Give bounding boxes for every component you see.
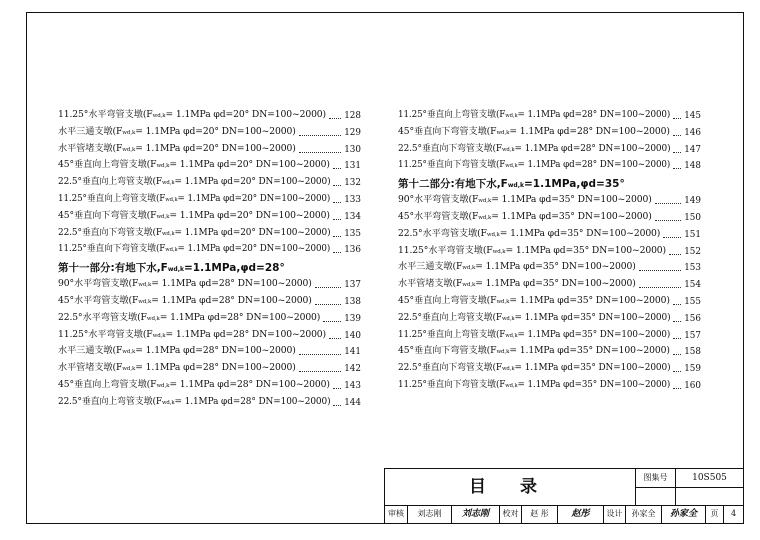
toc-leader-dots xyxy=(315,287,341,288)
toc-leader-dots xyxy=(673,304,681,305)
toc-page-number: 143 xyxy=(344,381,361,391)
toc-entry[interactable] xyxy=(398,125,701,139)
toc-entry-subscript: wd,k xyxy=(152,332,166,339)
section-heading-params: =1.1MPa,φd=35° xyxy=(523,178,625,191)
section-heading-subscript: wd,k xyxy=(507,182,524,190)
toc-entry-subscript: wd,k xyxy=(501,146,515,153)
toc-entry-subscript: wd,k xyxy=(505,113,518,119)
toc-leader-dots xyxy=(655,203,681,204)
toc-page-number: 130 xyxy=(344,144,361,155)
toc-entry-subscript: wd,k xyxy=(478,198,492,205)
toc-entry-title xyxy=(58,379,330,392)
atlas-number-cell xyxy=(675,469,743,505)
toc-entry[interactable] xyxy=(58,361,361,375)
toc-leader-dots xyxy=(673,168,681,169)
toc-entry-params: = 1.1MPa φd=28° DN=100~2000) xyxy=(509,125,670,137)
toc-entry[interactable] xyxy=(398,193,701,207)
toc-entry-params: = 1.1MPa φd=35° DN=100~2000) xyxy=(499,227,661,239)
toc-entry-params: = 1.1MPa φd=35° DN=100~2000) xyxy=(475,261,636,273)
toc-page-number: 158 xyxy=(684,347,701,358)
toc-entry[interactable] xyxy=(58,328,361,342)
toc-entry-name: 45°垂直向下弯管支墩(F xyxy=(58,209,157,221)
toc-page-number: 159 xyxy=(684,364,701,375)
toc-entry[interactable] xyxy=(398,344,701,358)
section-heading-subscript: wd,k xyxy=(167,266,184,274)
toc-entry-params: = 1.1MPa φd=20° DN=100~2000) xyxy=(174,176,331,188)
toc-entry[interactable] xyxy=(58,311,361,325)
toc-entry[interactable] xyxy=(398,108,701,122)
atlas-label: 图集号 xyxy=(636,469,675,488)
toc-page-number: 129 xyxy=(344,127,361,138)
toc-leader-dots xyxy=(333,202,341,203)
atlas-label-cell xyxy=(635,469,675,505)
toc-entry-name: 11.25°垂直向下弯管支墩(F xyxy=(398,159,506,171)
section-heading-text: 第十一部分:有地下水,F xyxy=(58,262,168,275)
toc-entry-title xyxy=(398,345,670,358)
toc-entry-params: = 1.1MPa φd=20° DN=100~2000) xyxy=(177,243,331,255)
toc-leader-dots xyxy=(333,252,341,253)
toc-page-number: 155 xyxy=(684,297,701,307)
page-label: 页 xyxy=(705,505,723,523)
toc-entry-title xyxy=(398,228,660,241)
toc-entry-title xyxy=(398,379,670,392)
signature-row xyxy=(385,505,743,523)
toc-entry-params: = 1.1MPa φd=35° DN=100~2000) xyxy=(505,244,667,256)
toc-leader-dots xyxy=(673,135,681,136)
toc-entry-subscript: wd,k xyxy=(478,215,492,221)
toc-entry-name: 22.5°垂直向上弯管支墩(F xyxy=(58,395,162,407)
toc-entry-name: 水平管堵支墩(F xyxy=(58,142,123,154)
toc-page-number: 139 xyxy=(344,313,361,324)
toc-entry-title xyxy=(398,194,652,207)
toc-entry-subscript: wd,k xyxy=(146,315,160,322)
toc-entry-name: 11.25°垂直向下弯管支墩(F xyxy=(58,243,166,255)
design-label: 设计 xyxy=(603,505,625,523)
toc-entry-params: = 1.1MPa φd=28° DN=100~2000) xyxy=(165,328,327,340)
toc-entry-name: 45°垂直向下弯管支墩(F xyxy=(398,125,497,137)
toc-leader-dots xyxy=(333,185,341,186)
section-heading xyxy=(398,176,625,192)
toc-entry-name: 45°垂直向上弯管支墩(F xyxy=(58,379,157,390)
toc-entry[interactable] xyxy=(58,175,361,189)
toc-entry-name: 水平三通支墩(F xyxy=(398,261,463,273)
toc-page-number: 142 xyxy=(344,364,361,375)
toc-entry-name: 22.5°垂直向下弯管支墩(F xyxy=(398,362,502,374)
toc-entry-params: = 1.1MPa φd=28° DN=100~2000) xyxy=(151,278,312,290)
toc-entry-subscript: wd,k xyxy=(138,299,152,305)
section-heading-text: 第十二部分:有地下水,F xyxy=(398,178,508,191)
page-number: 4 xyxy=(723,505,743,523)
toc-entry-params: = 1.1MPa φd=28° DN=100~2000) xyxy=(151,295,312,306)
toc-entry-name: 45°水平弯管支墩(F xyxy=(398,211,479,222)
toc-entry-title xyxy=(58,396,330,409)
toc-page-number: 128 xyxy=(344,111,361,121)
toc-entry[interactable] xyxy=(58,192,361,206)
toc-page-number: 141 xyxy=(344,347,361,358)
toc-page-number: 149 xyxy=(684,196,701,207)
toc-entry-name: 水平三通支墩(F xyxy=(58,125,123,137)
toc-entry-params: = 1.1MPa φd=28° DN=100~2000) xyxy=(174,395,331,407)
toc-entry-subscript: wd,k xyxy=(156,213,170,220)
toc-entry-name: 22.5°垂直向上弯管支墩(F xyxy=(58,176,162,188)
toc-leader-dots xyxy=(663,237,681,238)
toc-page-number: 137 xyxy=(344,280,361,291)
toc-entry-title xyxy=(398,295,670,308)
toc-entry[interactable] xyxy=(398,328,701,342)
toc-entry[interactable] xyxy=(398,210,701,224)
toc-entry-subscript: wd,k xyxy=(152,113,166,119)
toc-entry-params: = 1.1MPa φd=28° DN=100~2000) xyxy=(135,362,296,374)
title-block-top xyxy=(385,469,743,506)
toc-entry-title xyxy=(58,143,296,156)
toc-entry-name: 22.5°水平弯管支墩(F xyxy=(398,227,487,239)
designer-signature: 孙家全 xyxy=(661,505,705,523)
toc-entry-title xyxy=(58,278,312,291)
toc-page-number: 154 xyxy=(684,280,701,291)
toc-leader-dots xyxy=(655,220,681,221)
toc-page-number: 153 xyxy=(684,263,701,274)
toc-entry-title xyxy=(58,362,296,375)
toc-entry-subscript: wd,k xyxy=(505,383,518,389)
toc-leader-dots xyxy=(299,152,341,153)
toc-entry-params: = 1.1MPa φd=35° DN=100~2000) xyxy=(517,379,671,390)
toc-entry-subscript: wd,k xyxy=(501,315,515,322)
toc-entry-subscript: wd,k xyxy=(122,129,136,136)
toc-entry-subscript: wd,k xyxy=(486,231,500,238)
toc-entry-subscript: wd,k xyxy=(156,383,170,389)
toc-page-number: 136 xyxy=(344,245,361,256)
toc-entry-params: = 1.1MPa φd=28° DN=100~2000) xyxy=(169,379,330,390)
toc-entry[interactable] xyxy=(58,209,361,223)
toc-entry[interactable] xyxy=(398,311,701,325)
atlas-number: 10S505 xyxy=(676,469,743,488)
toc-page-number: 138 xyxy=(344,297,361,307)
toc-entry[interactable] xyxy=(58,142,361,156)
toc-entry-params: = 1.1MPa φd=35° DN=100~2000) xyxy=(509,345,670,357)
toc-entry[interactable] xyxy=(58,158,361,172)
toc-entry-title xyxy=(58,126,296,139)
toc-entry-subscript: wd,k xyxy=(505,163,518,170)
toc-entry[interactable] xyxy=(398,227,701,241)
toc-entry-params: = 1.1MPa φd=20° DN=100~2000) xyxy=(177,193,331,204)
toc-leader-dots xyxy=(673,338,681,339)
toc-leader-dots xyxy=(329,338,341,339)
toc-entry-title xyxy=(58,345,296,358)
toc-leader-dots xyxy=(315,304,341,305)
toc-entry-params: = 1.1MPa φd=20° DN=100~2000) xyxy=(135,125,296,137)
toc-page-number: 133 xyxy=(344,195,361,205)
toc-entry-name: 45°垂直向上弯管支墩(F xyxy=(398,295,497,306)
toc-entry-name: 22.5°垂直向下弯管支墩(F xyxy=(398,142,502,154)
toc-entry[interactable] xyxy=(398,244,701,258)
toc-leader-dots xyxy=(673,152,681,153)
toc-entry-params: = 1.1MPa φd=35° DN=100~2000) xyxy=(514,362,671,374)
toc-page-number: 147 xyxy=(684,144,701,155)
toc-page-number: 135 xyxy=(344,228,361,239)
toc-leader-dots xyxy=(333,236,341,237)
toc-entry-params: = 1.1MPa φd=20° DN=100~2000) xyxy=(174,226,331,238)
toc-entry-name: 11.25°水平弯管支墩(F xyxy=(58,109,153,120)
toc-leader-dots xyxy=(639,270,681,271)
toc-entry-name: 水平管堵支墩(F xyxy=(58,362,123,374)
toc-entry-subscript: wd,k xyxy=(122,349,136,356)
toc-entry-subscript: wd,k xyxy=(496,299,510,305)
toc-entry-subscript: wd,k xyxy=(501,366,515,373)
toc-page-number: 148 xyxy=(684,161,701,172)
toc-entry-title xyxy=(58,176,330,189)
reviewer-name: 刘志刚 xyxy=(407,505,451,523)
toc-entry-subscript: wd,k xyxy=(161,180,175,187)
toc-leader-dots xyxy=(673,354,681,355)
toc-entry-params: = 1.1MPa φd=28° DN=100~2000) xyxy=(517,159,671,171)
toc-entry-title xyxy=(58,243,330,256)
toc-entry-title xyxy=(398,143,670,156)
toc-page-number: 151 xyxy=(684,229,701,240)
toc-page-number: 132 xyxy=(344,178,361,189)
toc-entry[interactable] xyxy=(398,158,701,172)
toc-entry[interactable] xyxy=(58,242,361,256)
toc-page-number: 152 xyxy=(684,246,701,257)
toc-entry-name: 90°水平弯管支墩(F xyxy=(398,194,479,206)
toc-leader-dots xyxy=(323,321,341,322)
toc-entry-subscript: wd,k xyxy=(156,163,170,170)
toc-entry-title xyxy=(398,312,670,325)
toc-leader-dots xyxy=(333,168,341,169)
toc-entry[interactable] xyxy=(58,378,361,392)
toc-entry-subscript: wd,k xyxy=(492,248,506,255)
designer-name: 孙家全 xyxy=(625,505,661,523)
toc-entry-params: = 1.1MPa φd=28° DN=100~2000) xyxy=(159,311,321,323)
toc-entry-title xyxy=(398,261,636,274)
toc-leader-dots xyxy=(299,135,341,136)
toc-entry[interactable] xyxy=(58,226,361,240)
toc-entry-params: = 1.1MPa φd=20° DN=100~2000) xyxy=(169,209,330,221)
toc-leader-dots xyxy=(639,287,681,288)
toc-entry-params: = 1.1MPa φd=35° DN=100~2000) xyxy=(517,328,671,340)
toc-entry-name: 22.5°垂直向上弯管支墩(F xyxy=(398,311,502,323)
toc-entry-title xyxy=(398,126,670,139)
toc-page-number: 157 xyxy=(684,330,701,341)
toc-entry-name: 22.5°垂直向下弯管支墩(F xyxy=(58,226,162,238)
toc-entry[interactable] xyxy=(58,125,361,139)
toc-entry-params: = 1.1MPa φd=35° DN=100~2000) xyxy=(509,295,670,306)
reviewer-signature: 刘志刚 xyxy=(451,505,499,523)
toc-entry-name: 11.25°垂直向上弯管支墩(F xyxy=(58,193,166,204)
toc-entry-params: = 1.1MPa φd=35° DN=100~2000) xyxy=(514,311,671,323)
toc-entry[interactable] xyxy=(58,344,361,358)
toc-entry-title xyxy=(58,193,330,206)
toc-entry[interactable] xyxy=(398,294,701,308)
check-label: 校对 xyxy=(499,505,521,523)
toc-entry-params: = 1.1MPa φd=35° DN=100~2000) xyxy=(491,194,652,206)
toc-entry-title xyxy=(398,329,670,342)
toc-entry-title xyxy=(398,109,670,122)
toc-leader-dots xyxy=(669,254,681,255)
toc-entry-subscript: wd,k xyxy=(462,282,476,289)
toc-entry[interactable] xyxy=(58,277,361,291)
toc-entry-title xyxy=(398,362,670,375)
toc-leader-dots xyxy=(673,321,681,322)
toc-entry-title xyxy=(58,210,330,223)
toc-entry-subscript: wd,k xyxy=(165,247,178,254)
toc-leader-dots xyxy=(333,405,341,406)
section-heading xyxy=(58,260,285,276)
toc-page-number: 150 xyxy=(684,213,701,223)
toc-entry-params: = 1.1MPa φd=20° DN=100~2000) xyxy=(165,109,327,120)
toc-leader-dots xyxy=(333,388,341,389)
toc-entry-title xyxy=(58,312,320,325)
toc-entry-subscript: wd,k xyxy=(122,366,136,373)
toc-leader-dots xyxy=(673,118,681,119)
toc-entry-name: 水平三通支墩(F xyxy=(58,345,123,357)
toc-entry-subscript: wd,k xyxy=(496,129,510,136)
toc-entry-title xyxy=(58,227,330,240)
toc-entry-name: 11.25°垂直向上弯管支墩(F xyxy=(398,109,506,120)
toc-entry-title xyxy=(58,159,330,172)
toc-page-number: 160 xyxy=(684,381,701,391)
toc-entry-name: 22.5°水平弯管支墩(F xyxy=(58,311,147,323)
toc-page-number: 146 xyxy=(684,127,701,138)
toc-entry-subscript: wd,k xyxy=(122,146,136,153)
checker-signature: 赵彤 xyxy=(557,505,603,523)
toc-leader-dots xyxy=(299,354,341,355)
toc-page-number: 156 xyxy=(684,313,701,324)
toc-entry-subscript: wd,k xyxy=(165,197,178,203)
toc-entry-name: 11.25°垂直向下弯管支墩(F xyxy=(398,379,506,390)
toc-page-number: 144 xyxy=(344,397,361,408)
toc-entry-params: = 1.1MPa φd=35° DN=100~2000) xyxy=(491,211,652,222)
toc-entry-params: = 1.1MPa φd=28° DN=100~2000) xyxy=(514,142,671,154)
toc-entry[interactable] xyxy=(398,378,701,392)
page-title: 目 录 xyxy=(469,477,551,497)
toc-entry-name: 45°垂直向下弯管支墩(F xyxy=(398,345,497,357)
toc-entry-subscript: wd,k xyxy=(462,265,476,272)
toc-leader-dots xyxy=(329,118,341,119)
toc-entry-name: 45°垂直向上弯管支墩(F xyxy=(58,159,157,171)
toc-entry-name: 11.25°垂直向上弯管支墩(F xyxy=(398,328,506,340)
toc-entry-subscript: wd,k xyxy=(496,349,510,356)
toc-entry-params: = 1.1MPa φd=28° DN=100~2000) xyxy=(517,109,671,120)
toc-entry-name: 45°水平弯管支墩(F xyxy=(58,295,139,306)
toc-entry-params: = 1.1MPa φd=20° DN=100~2000) xyxy=(169,159,330,171)
toc-entry-title xyxy=(398,211,652,224)
toc-page-number: 140 xyxy=(344,330,361,341)
toc-entry-subscript: wd,k xyxy=(161,230,175,237)
checker-name: 赵 彤 xyxy=(521,505,557,523)
toc-entry[interactable] xyxy=(58,294,361,308)
toc-page-number: 134 xyxy=(344,211,361,222)
toc-entry[interactable] xyxy=(398,260,701,274)
section-heading-params: =1.1MPa,φd=28° xyxy=(183,262,285,275)
toc-entry[interactable] xyxy=(398,361,701,375)
toc-entry-title xyxy=(398,245,666,258)
toc-entry-subscript: wd,k xyxy=(505,332,518,339)
toc-leader-dots xyxy=(673,388,681,389)
toc-entry-name: 水平管堵支墩(F xyxy=(398,278,463,290)
toc-entry-subscript: wd,k xyxy=(161,399,175,406)
toc-entry[interactable] xyxy=(58,108,361,122)
review-label: 审核 xyxy=(388,509,404,518)
toc-entry-title xyxy=(398,159,670,172)
toc-entry-params: = 1.1MPa φd=35° DN=100~2000) xyxy=(475,278,636,290)
toc-entry-params: = 1.1MPa φd=20° DN=100~2000) xyxy=(135,142,296,154)
toc-entry-name: 90°水平弯管支墩(F xyxy=(58,278,139,290)
toc-entry[interactable] xyxy=(398,142,701,156)
toc-entry-title xyxy=(58,329,326,342)
toc-leader-dots xyxy=(673,371,681,372)
toc-entry-subscript: wd,k xyxy=(138,282,152,289)
toc-entry-name: 11.25°水平弯管支墩(F xyxy=(58,328,153,340)
toc-page-number: 131 xyxy=(344,161,361,172)
toc-leader-dots xyxy=(299,371,341,372)
toc-entry-title xyxy=(58,109,326,122)
toc-page-number: 145 xyxy=(684,111,701,121)
toc-entry-title xyxy=(398,278,636,291)
toc-entry[interactable] xyxy=(398,277,701,291)
toc-entry[interactable] xyxy=(58,395,361,409)
toc-entry-name: 11.25°水平弯管支墩(F xyxy=(398,244,493,256)
toc-entry-title xyxy=(58,295,312,308)
toc-leader-dots xyxy=(333,219,341,220)
title-block xyxy=(384,468,744,524)
toc-entry-params: = 1.1MPa φd=28° DN=100~2000) xyxy=(135,345,296,357)
